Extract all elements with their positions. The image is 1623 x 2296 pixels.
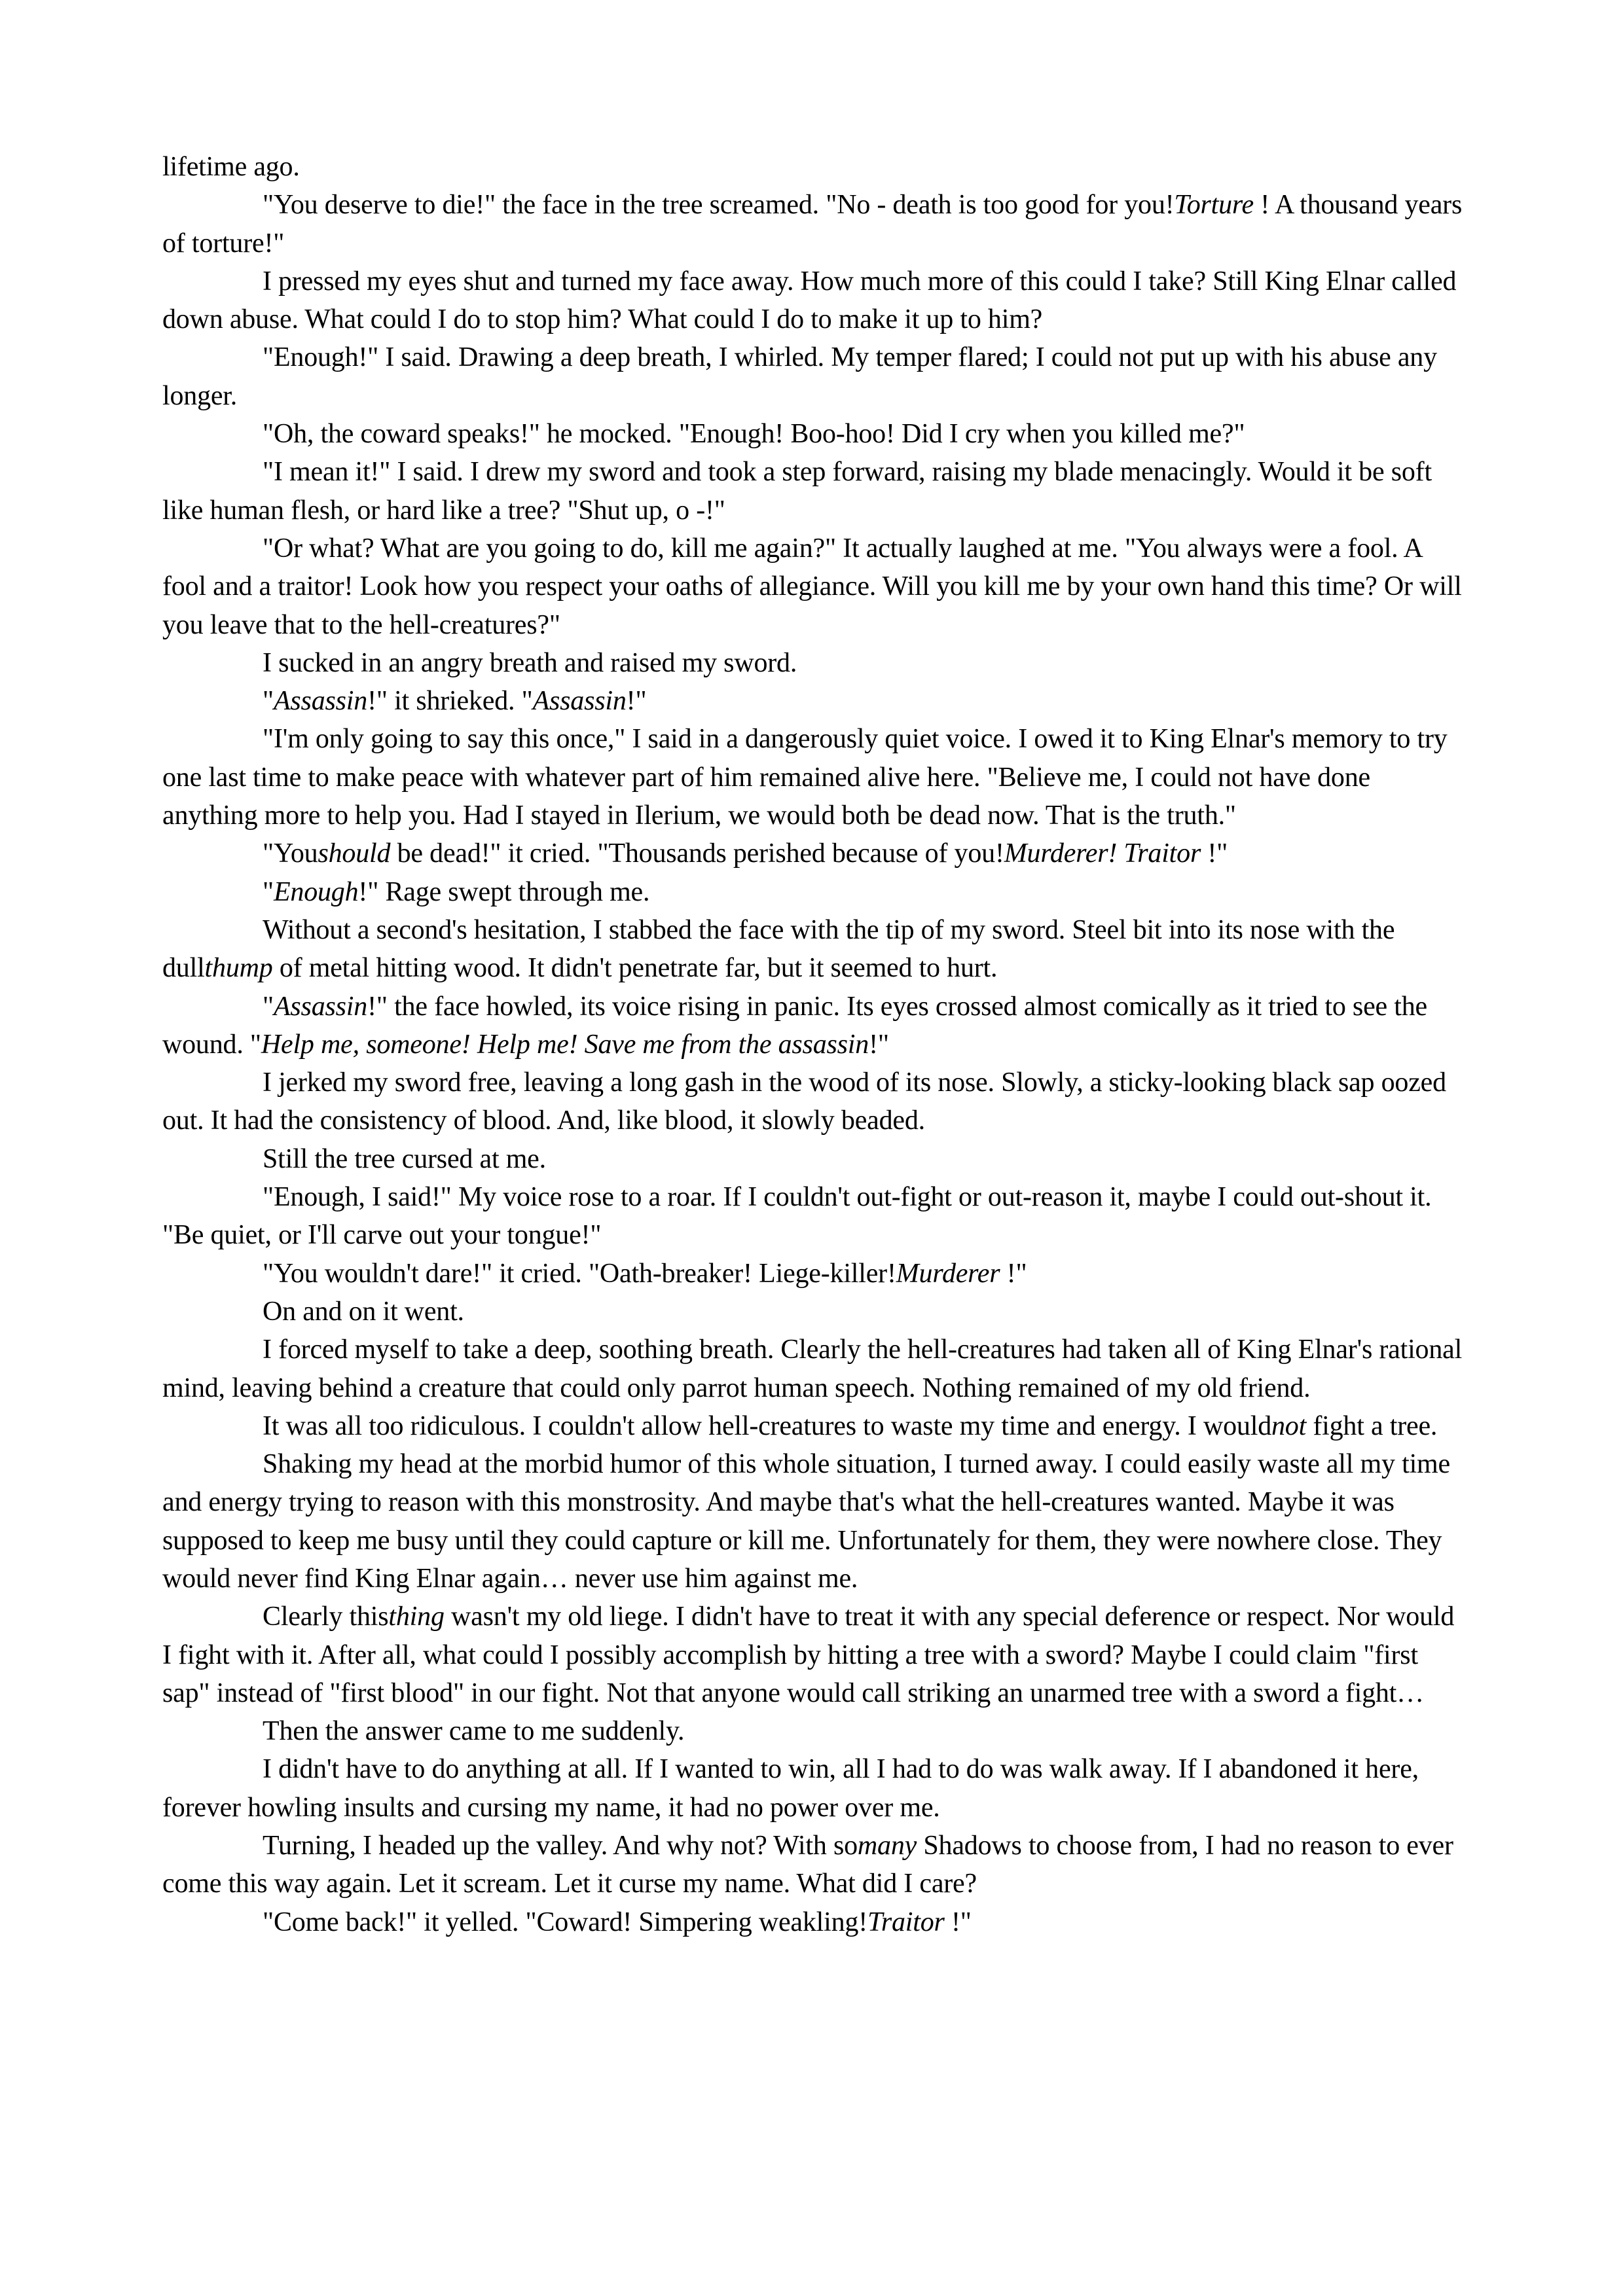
italic-text: Assassin xyxy=(273,686,368,717)
paragraph xyxy=(162,988,1465,1064)
text-run: Shadows to choose from, I had no reason to ever come this way again. Let it scream. Let it curse my name. What did I care? xyxy=(162,1831,1453,1899)
text-run: "You deserve to die!" the face in the tree screamed. "No - death is too good for you! xyxy=(263,190,1175,221)
paragraph xyxy=(162,148,1465,186)
text-run: !" Rage swept through me. xyxy=(358,876,650,907)
paragraph xyxy=(162,338,1465,415)
paragraph xyxy=(162,1140,1465,1178)
paragraph xyxy=(162,1903,1465,1941)
italic-text: thing xyxy=(388,1602,445,1632)
italic-text: thump xyxy=(204,953,273,984)
body-text xyxy=(162,148,1465,1941)
paragraph xyxy=(162,873,1465,911)
italic-text: Help me, someone! Help me! Save me from the assassin xyxy=(261,1029,869,1060)
italic-text: Murderer xyxy=(896,1258,1000,1289)
paragraph xyxy=(162,1064,1465,1140)
text-run: !" it shrieked. " xyxy=(367,686,533,717)
italic-text: Enough xyxy=(273,876,359,907)
text-run: be dead!" it cried. "Thousands perished because of you! xyxy=(390,838,1004,869)
italic-text: many xyxy=(857,1831,917,1861)
italic-text: not xyxy=(1271,1410,1307,1441)
text-run: " xyxy=(263,876,274,907)
paragraph xyxy=(162,911,1465,988)
italic-text: Assassin xyxy=(532,686,627,717)
paragraph xyxy=(162,529,1465,644)
text-run: "Come back!" it yelled. "Coward! Simpering weakling! xyxy=(263,1907,867,1937)
text-run: "Oh, the coward speaks!" he mocked. "Enough! Boo-hoo! Did I cry when you killed me?" xyxy=(263,419,1245,450)
text-run: "Or what? What are you going to do, kill me again?" It actually laughed at me. "You always were a fool. A fool and a traitor! Look how you respect your oaths of allegiance. Will you kill me by your own hand this time? Or will you leave that to the hell-creatures?" xyxy=(162,533,1462,640)
italic-text: Assassin xyxy=(273,991,368,1022)
text-run: "I mean it!" I said. I drew my sword and took a step forward, raising my blade menacingly. Would it be soft like human flesh, or hard like a tree? "Shut up, o -!" xyxy=(162,457,1432,526)
text-run: It was all too ridiculous. I couldn't allow hell-creatures to waste my time and energy. I would xyxy=(263,1410,1271,1441)
text-run: !" xyxy=(1000,1258,1027,1289)
paragraph xyxy=(162,1331,1465,1407)
paragraph xyxy=(162,1598,1465,1712)
text-run: Then the answer came to me suddenly. xyxy=(263,1716,685,1747)
text-run: !" xyxy=(944,1907,972,1937)
text-run: !" xyxy=(1201,838,1228,869)
italic-text: Traitor xyxy=(867,1907,945,1937)
text-run: On and on it went. xyxy=(263,1296,464,1327)
text-run: ! A thousand years of torture!" xyxy=(162,190,1463,259)
paragraph xyxy=(162,262,1465,339)
paragraph xyxy=(162,1407,1465,1445)
text-run: "You xyxy=(263,838,318,869)
paragraph xyxy=(162,1255,1465,1293)
text-run: I sucked in an angry breath and raised my sword. xyxy=(263,647,797,678)
text-run: Shaking my head at the morbid humor of this whole situation, I turned away. I could easily waste all my time and energy trying to reason with this monstrosity. And maybe that's what the hell-creatures wanted. Maybe it was supposed to keep me busy until they could capture or kill me. Unfortunately for them, they were nowhere close. They would never find King Elnar again… never use him against me. xyxy=(162,1449,1450,1594)
text-run: wasn't my old liege. I didn't have to treat it with any special deference or respect. Nor would I fight with it. After all, what could I possibly accomplish by hitting a tree with a sword? Maybe I could claim "first sap" instead of "first blood" in our fight. Not that anyone would call striking an unarmed tree with a sword a fight… xyxy=(162,1602,1455,1708)
text-run: I didn't have to do anything at all. If I wanted to win, all I had to do was walk away. If I abandoned it here, forever howling insults and cursing my name, it had no power over me. xyxy=(162,1754,1419,1823)
text-run: I forced myself to take a deep, soothing breath. Clearly the hell-creatures had taken all of King Elnar's rational mind, leaving behind a creature that could only parrot human speech. Nothing remained of my old friend. xyxy=(162,1335,1463,1403)
italic-text: should xyxy=(318,838,391,869)
text-run: "You wouldn't dare!" it cried. "Oath-breaker! Liege-killer! xyxy=(263,1258,896,1289)
text-run: "I'm only going to say this once," I said in a dangerously quiet voice. I owed it to King Elnar's memory to try one last time to make peace with whatever part of him remained alive here. "Believe me, I could not have done anything more to help you. Had I stayed in Ilerium, we would both be dead now. That is the truth." xyxy=(162,724,1448,831)
text-run: Clearly this xyxy=(263,1602,389,1632)
text-run: Without a second's hesitation, I stabbed the face with the tip of my sword. Steel bit into its nose with the dull xyxy=(162,914,1395,984)
text-run: I jerked my sword free, leaving a long gash in the wood of its nose. Slowly, a sticky-looking black sap oozed out. It had the consistency of blood. And, like blood, it slowly beaded. xyxy=(162,1067,1446,1136)
paragraph xyxy=(162,682,1465,720)
text-run: !" the face howled, its voice rising in panic. Its eyes crossed almost comically as it tried to see the wound. " xyxy=(162,991,1427,1060)
paragraph xyxy=(162,186,1465,262)
text-run: Still the tree cursed at me. xyxy=(263,1143,546,1174)
text-run: of metal hitting wood. It didn't penetrate far, but it seemed to hurt. xyxy=(272,953,998,984)
paragraph xyxy=(162,1827,1465,1903)
text-run: fight a tree. xyxy=(1306,1410,1438,1441)
paragraph xyxy=(162,453,1465,529)
paragraph xyxy=(162,1293,1465,1331)
paragraph xyxy=(162,644,1465,682)
text-run: lifetime ago. xyxy=(162,152,300,182)
paragraph xyxy=(162,415,1465,453)
text-run: !" xyxy=(869,1029,889,1060)
paragraph xyxy=(162,834,1465,872)
paragraph xyxy=(162,720,1465,834)
text-run: Turning, I headed up the valley. And why not? With so xyxy=(263,1831,858,1861)
italic-text: Murderer! Traitor xyxy=(1004,838,1201,869)
text-run: !" xyxy=(626,686,647,717)
paragraph xyxy=(162,1712,1465,1750)
paragraph xyxy=(162,1178,1465,1255)
text-run: " xyxy=(263,686,274,717)
italic-text: Torture xyxy=(1174,190,1254,221)
paragraph xyxy=(162,1445,1465,1598)
text-run: " xyxy=(263,991,274,1022)
paragraph xyxy=(162,1750,1465,1827)
text-run: "Enough, I said!" My voice rose to a roar. If I couldn't out-fight or out-reason it, maybe I could out-shout it. "Be quiet, or I'll carve out your tongue!" xyxy=(162,1182,1432,1251)
text-run: "Enough!" I said. Drawing a deep breath, I whirled. My temper flared; I could not put up with his abuse any longer. xyxy=(162,342,1437,411)
text-run: I pressed my eyes shut and turned my face away. How much more of this could I take? Still King Elnar called down abuse. What could I do to stop him? What could I do to make it up to him? xyxy=(162,266,1457,335)
